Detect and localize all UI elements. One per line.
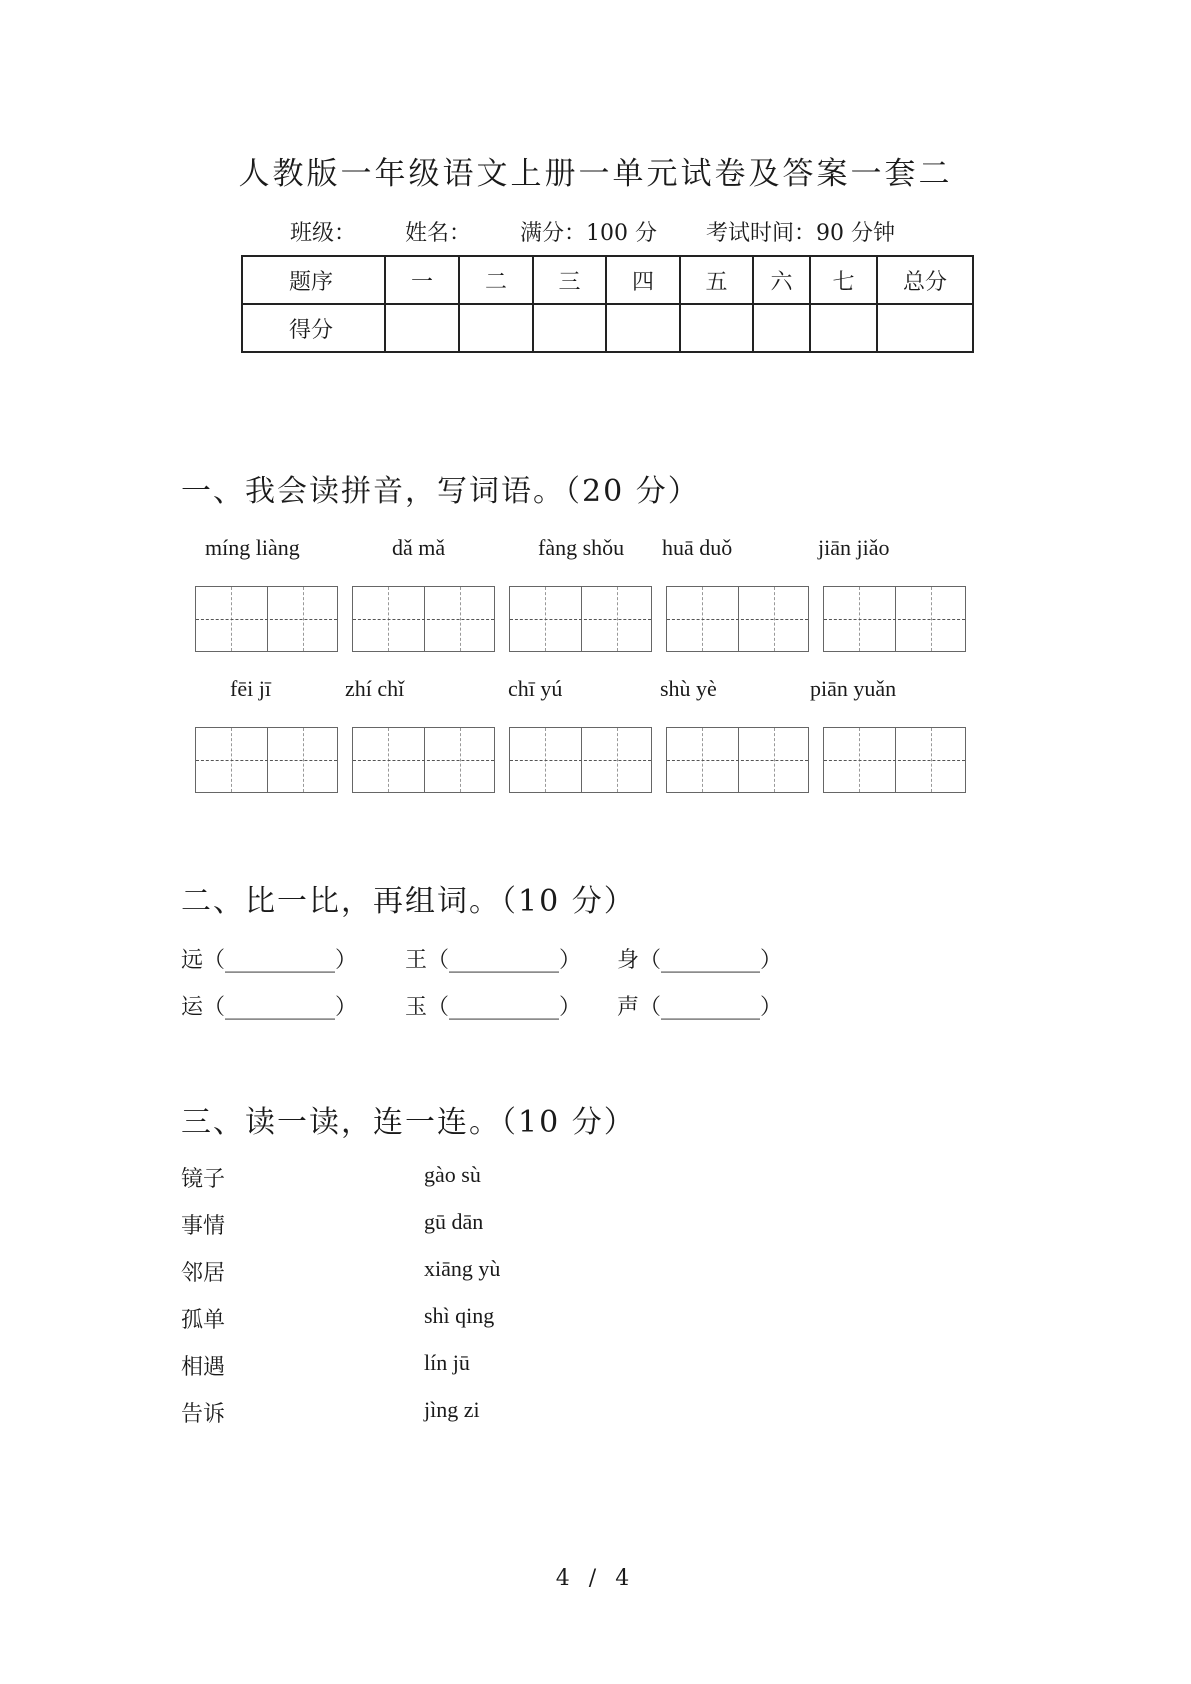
score-entry-cell[interactable] — [680, 304, 753, 352]
writing-grid-row-2 — [195, 727, 965, 795]
score-entry-cell[interactable] — [606, 304, 680, 352]
writing-box[interactable] — [823, 727, 966, 793]
section-2-title: 二、比一比，再组词。（10 分） — [181, 884, 636, 919]
writing-box[interactable] — [352, 727, 495, 793]
match-word[interactable]: 告诉 — [181, 1402, 226, 1427]
match-pinyin[interactable]: xiāng yù — [424, 1256, 501, 1281]
score-table-header-row — [242, 256, 973, 304]
writing-box[interactable] — [823, 586, 966, 652]
score-table-cell: 四 — [606, 256, 680, 304]
name-label: 姓名： — [405, 221, 472, 246]
word-blank[interactable]: 声（_________） — [617, 995, 783, 1020]
score-table — [241, 255, 974, 353]
match-pinyin[interactable]: lín jū — [424, 1350, 470, 1375]
match-pinyin[interactable]: gū dān — [424, 1209, 484, 1234]
match-word[interactable]: 相遇 — [181, 1355, 226, 1380]
pinyin-prompt: piān yuǎn — [810, 676, 897, 701]
compare-row-2 — [0, 990, 1191, 1020]
writing-box[interactable] — [195, 586, 338, 652]
match-word[interactable]: 邻居 — [181, 1261, 226, 1286]
score-table-cell: 二 — [459, 256, 533, 304]
section-3-title: 三、读一读，连一连。（10 分） — [181, 1105, 636, 1140]
score-table-cell: 三 — [533, 256, 606, 304]
section-1-title: 一、我会读拼音，写词语。（20 分） — [181, 474, 700, 509]
score-table-score-row — [242, 304, 973, 352]
match-word[interactable]: 孤单 — [181, 1308, 226, 1333]
pinyin-prompt: fēi jī — [230, 676, 271, 701]
writing-box[interactable] — [666, 727, 809, 793]
writing-box[interactable] — [195, 727, 338, 793]
score-entry-cell[interactable] — [810, 304, 877, 352]
exam-time-label: 考试时间：90 分钟 — [706, 221, 896, 246]
exam-info-line — [290, 216, 937, 247]
match-pinyin[interactable]: gào sù — [424, 1162, 481, 1187]
writing-box[interactable] — [352, 586, 495, 652]
writing-box[interactable] — [509, 727, 652, 793]
word-blank[interactable]: 王（__________） — [405, 948, 582, 973]
pinyin-prompt: huā duǒ — [662, 535, 733, 560]
pinyin-row-1 — [0, 535, 1191, 565]
score-table-cell: 五 — [680, 256, 753, 304]
word-blank[interactable]: 身（_________） — [617, 948, 783, 973]
matching-list — [0, 1162, 1191, 1432]
pinyin-row-2 — [0, 676, 1191, 706]
match-pinyin[interactable]: shì qing — [424, 1303, 495, 1328]
full-score-label: 满分：100 分 — [520, 221, 658, 246]
word-blank[interactable]: 远（__________） — [181, 948, 358, 973]
writing-box[interactable] — [509, 586, 652, 652]
score-table-cell: 七 — [810, 256, 877, 304]
pinyin-prompt: jiān jiǎo — [818, 535, 890, 560]
pinyin-prompt: shù yè — [660, 676, 717, 701]
class-label: 班级： — [290, 221, 357, 246]
pinyin-prompt: fàng shǒu — [538, 535, 625, 560]
compare-row-1 — [0, 943, 1191, 973]
writing-grid-row-1 — [195, 586, 965, 654]
score-entry-cell[interactable] — [533, 304, 606, 352]
score-entry-cell[interactable] — [385, 304, 459, 352]
score-table-cell: 总分 — [877, 256, 973, 304]
score-table-cell: 一 — [385, 256, 459, 304]
writing-box[interactable] — [666, 586, 809, 652]
page-number: 4 / 4 — [555, 1566, 636, 1591]
score-table-cell: 六 — [753, 256, 810, 304]
pinyin-prompt: chī yú — [508, 676, 563, 701]
page-title: 人教版一年级语文上册一单元试卷及答案一套二 — [238, 156, 953, 192]
score-entry-cell[interactable] — [753, 304, 810, 352]
match-pinyin[interactable]: jìng zi — [424, 1397, 480, 1422]
pinyin-prompt: zhí chǐ — [345, 676, 405, 701]
match-word[interactable]: 镜子 — [181, 1167, 226, 1192]
word-blank[interactable]: 玉（__________） — [405, 995, 582, 1020]
score-table-cell: 题序 — [242, 256, 385, 304]
word-blank[interactable]: 运（__________） — [181, 995, 358, 1020]
pinyin-prompt: dǎ mǎ — [392, 535, 446, 560]
score-entry-cell[interactable] — [459, 304, 533, 352]
score-entry-cell[interactable] — [877, 304, 973, 352]
score-table-cell: 得分 — [242, 304, 385, 352]
pinyin-prompt: míng liàng — [205, 535, 300, 560]
match-word[interactable]: 事情 — [181, 1214, 226, 1239]
